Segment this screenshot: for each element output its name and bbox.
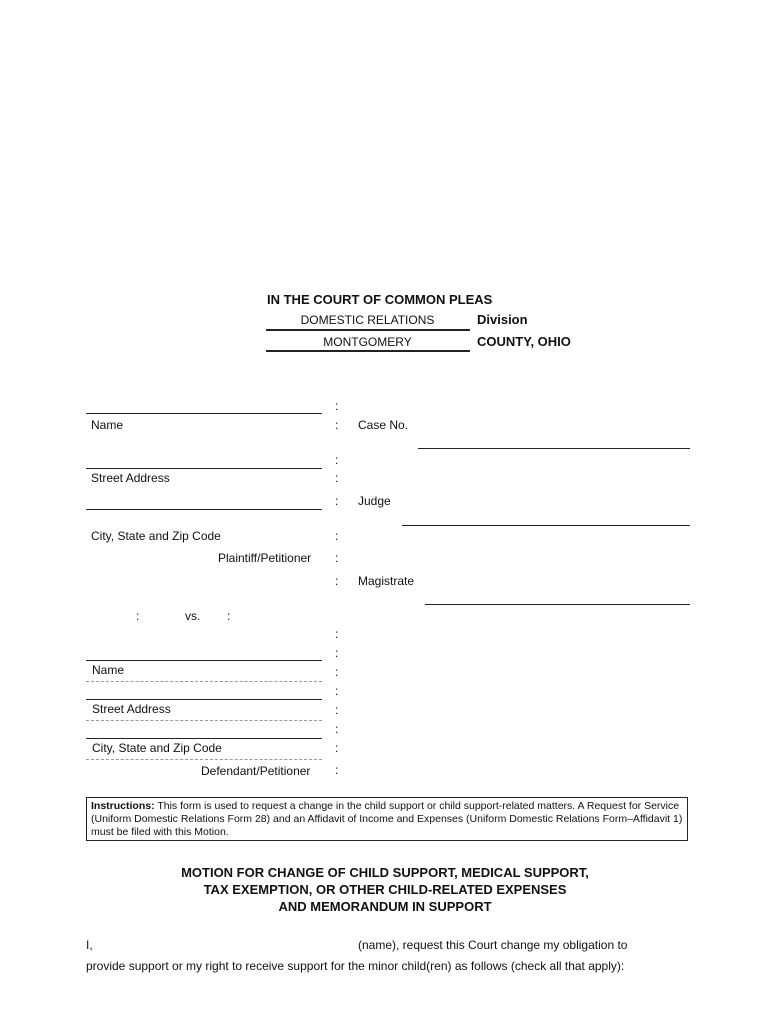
- defendant-name-label: Name: [92, 663, 125, 677]
- body-line2: provide support or my right to receive support for the minor child(ren) as follows (check all that apply):: [86, 959, 625, 973]
- division-field[interactable]: DOMESTIC RELATIONS: [300, 313, 435, 327]
- separator-colon: :: [335, 471, 339, 485]
- defendant-street-label: Street Address: [92, 702, 171, 716]
- separator-colon: :: [335, 399, 339, 413]
- separator-colon: :: [335, 703, 339, 717]
- division-underline: [266, 329, 470, 331]
- defendant-name-line[interactable]: [86, 660, 322, 661]
- plaintiff-role-label: Plaintiff/Petitioner: [218, 551, 312, 565]
- defendant-city-line[interactable]: [86, 738, 322, 739]
- instructions-box: [86, 797, 688, 841]
- county-field[interactable]: MONTGOMERY: [323, 335, 412, 349]
- plaintiff-name-label: Name: [91, 418, 124, 432]
- county-label: COUNTY, OHIO: [477, 334, 571, 349]
- separator-colon: :: [335, 453, 339, 467]
- defendant-name-dashed: [86, 681, 322, 682]
- separator-colon: :: [335, 551, 339, 565]
- body-i-label: I,: [86, 938, 93, 952]
- motion-title-line1: MOTION FOR CHANGE OF CHILD SUPPORT, MEDICAL SUPPORT,: [181, 865, 589, 880]
- body-name-text: (name), request this Court change my obligation to: [358, 938, 628, 952]
- separator-colon: :: [335, 646, 339, 660]
- defendant-role-label: Defendant/Petitioner: [201, 764, 311, 778]
- separator-colon: :: [335, 574, 339, 588]
- plaintiff-street-label: Street Address: [91, 471, 170, 485]
- plaintiff-city-label: City, State and Zip Code: [91, 529, 221, 543]
- vs-colon-left: :: [136, 609, 140, 623]
- separator-colon: :: [335, 529, 339, 543]
- separator-colon: :: [335, 494, 339, 508]
- case-no-field[interactable]: [418, 448, 690, 449]
- separator-colon: :: [335, 741, 339, 755]
- defendant-street-dashed: [86, 720, 322, 721]
- separator-colon: :: [335, 627, 339, 641]
- magistrate-field[interactable]: [425, 604, 690, 605]
- separator-colon: :: [335, 418, 339, 432]
- vs-colon-right: :: [227, 609, 231, 623]
- motion-title-line2: TAX EXEMPTION, OR OTHER CHILD-RELATED EXPENSES: [203, 882, 567, 897]
- magistrate-label: Magistrate: [358, 574, 415, 588]
- instructions-text: This form is used to request a change in the child support or child support-related matters. A Request for Service (Uniform Domestic Relations Form 28) and an Affidavit of Income and Expenses (Uniform Domestic Relations Form–Affidavit 1) must be filed with this Motion.: [91, 800, 683, 838]
- plaintiff-name-line[interactable]: [86, 413, 322, 414]
- court-heading: IN THE COURT OF COMMON PLEAS: [267, 292, 493, 307]
- defendant-city-dashed: [86, 759, 322, 760]
- county-underline: [266, 350, 470, 352]
- separator-colon: :: [335, 684, 339, 698]
- separator-colon: :: [335, 722, 339, 736]
- plaintiff-street-line[interactable]: [86, 468, 322, 469]
- plaintiff-city-line[interactable]: [86, 509, 322, 510]
- division-label: Division: [477, 312, 528, 327]
- judge-field[interactable]: [402, 525, 690, 526]
- separator-colon: :: [335, 763, 339, 777]
- separator-colon: :: [335, 665, 339, 679]
- motion-title-line3: AND MEMORANDUM IN SUPPORT: [278, 899, 492, 914]
- vs-label: vs.: [185, 609, 201, 623]
- case-no-label: Case No.: [358, 418, 409, 432]
- defendant-street-line[interactable]: [86, 699, 322, 700]
- instructions-label: Instructions:: [91, 800, 155, 812]
- defendant-city-label: City, State and Zip Code: [92, 741, 222, 755]
- judge-label: Judge: [358, 494, 391, 508]
